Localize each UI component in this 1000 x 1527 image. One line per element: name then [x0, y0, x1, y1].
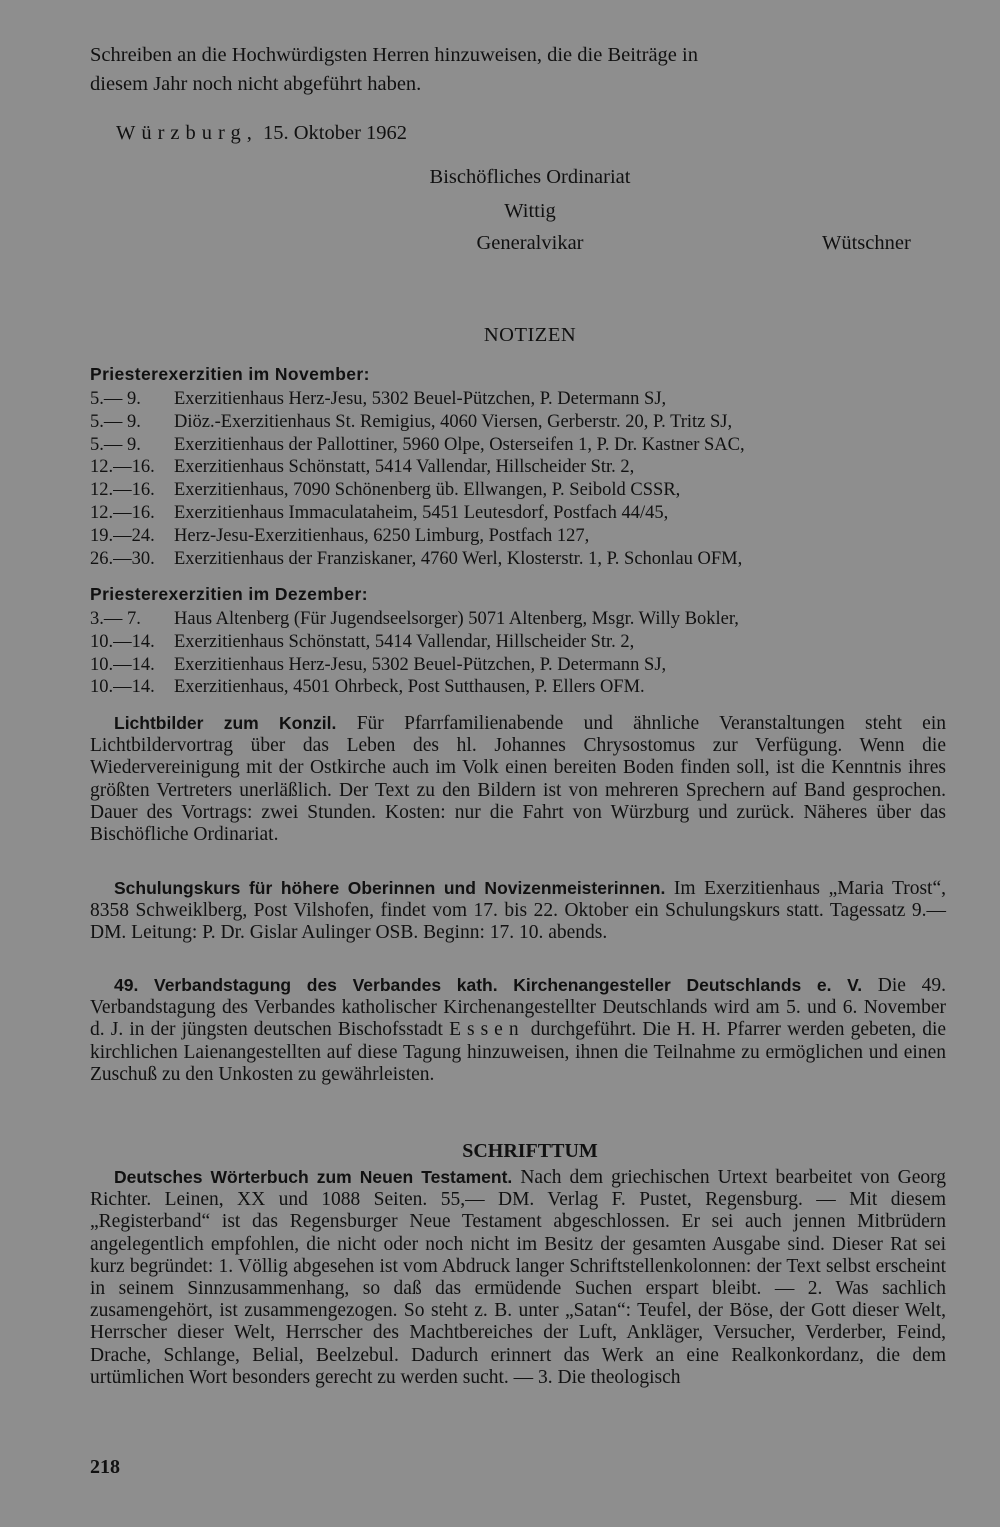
dateline: [116, 122, 407, 145]
verbandstagung-body-1: Die 49. Verbandstagung des Verbandes katholischer Kirchenangestellter Deutschlands wird am 5. und 6. November d. J. in der jüngsten deutschen Bischofsstadt: [90, 975, 947, 1041]
schulungskurs-paragraph: [90, 877, 946, 945]
lichtbilder-body: Für Pfarrfamilienabende und ähnliche Veranstaltungen steht ein Lichtbildervortrag über das Leben des hl. Johannes Chrysostomus zur Verfügung. Wenn die Wiedervereinigung mit der Ostkirche auch im Volk einen bereiten Boden finden soll, ist die Kenntnis ihres größten Vertreters unerläßlich. Der Text zu den Bildern ist von mehreren Sprechern auf Band gesprochen. Dauer des Vortrags: zwei Stunden. Kosten: nur die Fahrt von Würzburg und zurück. Näheres über das Bischöfliche Ordinariat.: [90, 713, 947, 846]
december-heading: Priesterexerzitien im Dezember:: [90, 584, 368, 604]
verbandstagung-lead: 49. Verbandstagung des Verbandes kath. Kirchenangesteller Deutschlands e. V.: [114, 975, 863, 995]
november-entry-text: Exerzitienhaus Herz-Jesu, 5302 Beuel-Pützchen, P. Determann SJ,: [174, 389, 667, 409]
december-dates: 10.—14.: [90, 677, 155, 698]
november-row: [90, 480, 680, 501]
november-row: [90, 389, 666, 410]
signature-name: Wittig: [504, 200, 556, 222]
december-row: [90, 609, 739, 630]
november-entry-text: Exerzitienhaus der Pallottiner, 5960 Olpe, Osterseifen 1, P. Dr. Kastner SAC,: [174, 434, 745, 455]
lichtbilder-paragraph: [90, 712, 946, 846]
dateline-date: 15. Oktober 1962: [262, 122, 408, 144]
november-dates: 26.—30.: [90, 548, 155, 569]
november-row: [90, 457, 634, 478]
december-row: [90, 655, 666, 676]
schrifttum-paragraph: [90, 1166, 946, 1389]
december-dates: 10.—14.: [90, 654, 155, 675]
december-row: [90, 677, 645, 698]
november-entry-text: Diöz.-Exerzitienhaus St. Remigius, 4060 Viersen, Gerberstr. 20, P. Tritz SJ,: [174, 411, 733, 432]
page-number: 218: [90, 1456, 120, 1478]
november-row: [90, 412, 732, 433]
december-dates: 3.— 7.: [90, 609, 141, 629]
november-dates: 12.—16.: [90, 457, 155, 478]
signature-right-name: Wütschner: [822, 232, 911, 254]
november-dates: 5.— 9.: [90, 434, 141, 455]
november-heading: Priesterexerzitien im November:: [90, 364, 370, 384]
december-entry-text: Exerzitienhaus Schönstatt, 5414 Vallendar, Hillscheider Str. 2,: [174, 631, 635, 652]
signature-title: Generalvikar: [476, 232, 584, 254]
november-entry-text: Herz-Jesu-Exerzitienhaus, 6250 Limburg, Postfach 127,: [174, 525, 590, 546]
november-row: [90, 435, 745, 456]
schulungskurs-body: Im Exerzitienhaus „Maria Trost“, 8358 Schweiklberg, Post Vilshofen, findet vom 17. bis 22. Oktober ein Schulungskurs statt. Tagessatz 9.— DM. Leitung: P. Dr. Gislar Aulinger OSB. Beginn: 17. 10. abends.: [90, 878, 947, 944]
schrifttum-body: Nach dem griechischen Urtext bearbeitet von Georg Richter. Leinen, XX und 1088 Seiten. 55,— DM. Verlag F. Pustet, Regensburg. — Mit diesem „Registerband“ ist das Regensburger Neue Testament abgeschlossen. Er sei auch jennen Mitbrüdern angelegentlich empfohlen, die nicht oder noch nicht im Besitz der gesamten Ausgabe sind. Dieser Rat sei kurz begründet: 1. Völlig abgesehen ist vom Abdruck langer Schriftstellenkolonnen: der Text selbst erscheint in seinem Sinnzusammenhang, so daß das ermüdende Suchen erspart bleibt. — 2. Was sachlich zusamengehört, ist zusammengezogen. So steht z. B. unter „Satan“: Teufel, der Böse, der Gott dieser Welt, Herrscher dieser Welt, Herrscher des Machtbereiches der Luft, Ankläger, Versucher, Verderber, Feind, Drache, Schlange, Belial, Beelzebul. Dadurch erinnert das Werk an eine Realkonkordanz, die dem urtümlichen Wort besonders gerecht zu werden sucht. — 3. Die theologisch: [90, 1167, 947, 1388]
november-entry-text: Exerzitienhaus, 7090 Schönenberg üb. Ellwangen, P. Seibold CSSR,: [174, 480, 681, 501]
november-entry-text: Exerzitienhaus der Franziskaner, 4760 Werl, Klosterstr. 1, P. Schonlau OFM,: [174, 548, 743, 569]
verbandstagung-paragraph: [90, 974, 946, 1086]
intro-line-2: diesem Jahr noch nicht abgeführt haben.: [90, 73, 422, 95]
december-dates: 10.—14.: [90, 631, 155, 652]
november-dates: 5.— 9.: [90, 411, 141, 432]
november-entry-text: Exerzitienhaus Schönstatt, 5414 Vallendar, Hillscheider Str. 2,: [174, 457, 635, 478]
december-entry-text: Exerzitienhaus Herz-Jesu, 5302 Beuel-Pützchen, P. Determann SJ,: [174, 654, 667, 675]
lichtbilder-lead: Lichtbilder zum Konzil.: [114, 713, 337, 733]
intro-line-1: Schreiben an die Hochwürdigsten Herren hinzuweisen, die die Beiträge in: [90, 44, 698, 66]
november-entry-text: Exerzitienhaus Immaculataheim, 5451 Leutesdorf, Postfach 44/45,: [174, 503, 669, 523]
november-dates: 19.—24.: [90, 525, 155, 546]
schrifttum-lead: Deutsches Wörterbuch zum Neuen Testament.: [114, 1167, 513, 1187]
november-dates: 12.—16.: [90, 503, 155, 523]
schrifttum-heading: SCHRIFTTUM: [462, 1140, 598, 1162]
schulungskurs-lead: Schulungskurs für höhere Oberinnen und Novizenmeisterinnen.: [114, 878, 666, 898]
november-row: [90, 526, 589, 547]
verbandstagung-body-2: durchgeführt. Die H. H. Pfarrer werden gebeten, die kirchlichen Laienangestellten auf diese Tagung hinzuweisen, ihnen die Teilnahme zu ermöglichen und einen Zuschuß zu den Unkosten zu gewährleisten.: [90, 1019, 947, 1085]
december-row: [90, 632, 634, 653]
november-dates: 12.—16.: [90, 480, 155, 501]
notizen-heading: NOTIZEN: [483, 324, 577, 346]
november-dates: 5.— 9.: [90, 389, 141, 409]
dateline-place: Würzburg,: [116, 122, 258, 144]
november-row: [90, 503, 668, 524]
december-entry-text: Exerzitienhaus, 4501 Ohrbeck, Post Sutthausen, P. Ellers OFM.: [174, 677, 645, 698]
november-row: [90, 549, 742, 570]
signature-office: Bischöfliches Ordinariat: [429, 166, 631, 188]
verbandstagung-spaced-city: Essen: [449, 1019, 525, 1041]
december-entry-text: Haus Altenberg (Für Jugendseelsorger) 5071 Altenberg, Msgr. Willy Bokler,: [174, 609, 739, 629]
